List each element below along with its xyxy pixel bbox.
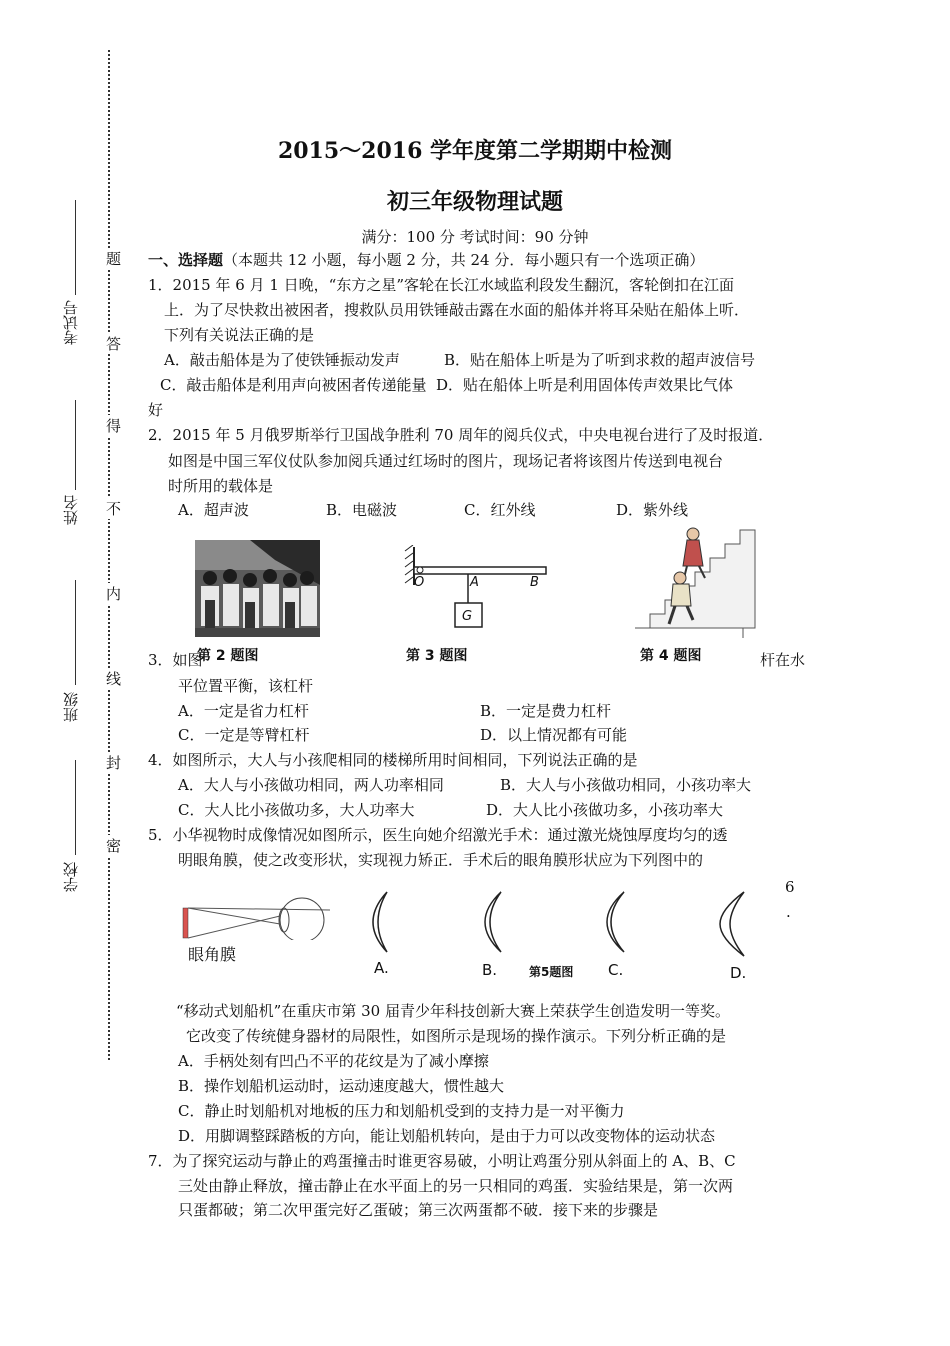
q2-line: 如图是中国三军仪仗队参加阅兵通过红场时的图片，现场记者将该图片传送到电视台	[168, 452, 724, 470]
seal-char: 封	[106, 754, 122, 772]
seal-char: 线	[106, 670, 122, 688]
figure-5-caption: 第5题图	[529, 965, 574, 979]
exam-meta: 满分：100 分 考试时间：90 分钟	[361, 228, 589, 246]
lens-shape-a	[355, 890, 395, 955]
q1-option-d: D．贴在船体上听是利用固体传声效果比气体	[436, 376, 734, 394]
lens-shape-c	[590, 890, 630, 955]
lens-option-c: C.	[608, 961, 624, 979]
q4-option-c: C．大人比小孩做功多，大人功率大	[178, 801, 415, 819]
q4-option-a: A．大人与小孩做功相同，两人功率相同	[178, 776, 444, 794]
side-dot: .	[786, 903, 791, 921]
q2-line: 2．2015 年 5 月俄罗斯举行卫国战争胜利 70 周年的阅兵仪式，中央电视台进行了及时报道．	[148, 426, 774, 444]
class-label: 班级	[62, 692, 80, 722]
school-label: 学校	[62, 862, 80, 892]
q2-option-a: A．超声波	[178, 501, 249, 519]
q7-line: 只蛋都破；第二次甲蛋完好乙蛋破；第三次两蛋都不破．接下来的步骤是	[178, 1201, 659, 1219]
q2-option-b: B．电磁波	[326, 501, 398, 519]
lens-shape-d	[712, 890, 752, 960]
seal-char: 题	[106, 250, 122, 268]
q1-line: 下列有关说法正确的是	[164, 326, 315, 344]
q6-option-d: D．用脚调整踩踏板的方向，能让划船机转向，是由于力可以改变物体的运动状态	[178, 1127, 716, 1145]
q6-option-b: B．操作划船机运动时，运动速度越大，惯性越大	[178, 1077, 505, 1095]
q3-line-start: 3．如图	[148, 651, 203, 669]
q2-option-d: D．紫外线	[616, 501, 689, 519]
parade-photo	[195, 540, 320, 637]
q1-line: 1．2015 年 6 月 1 日晚，“东方之星”客轮在长江水域监利段发生翻沉，客轮倒扣在江面	[148, 276, 734, 294]
lever-point-o: O	[414, 575, 425, 590]
q4-option-b: B．大人与小孩做功相同，小孩功率大	[500, 776, 752, 794]
lens-option-d: D.	[730, 964, 747, 982]
q3-option-d: D．以上情况都有可能	[480, 726, 628, 744]
q1-option-b: B．贴在船体上听是为了听到求救的超声波信号	[444, 351, 756, 369]
q3-option-c: C．一定是等臂杠杆	[178, 726, 310, 744]
stairs-illustration	[635, 520, 760, 638]
q7-line: 三处由静止释放，撞击静止在水平面上的另一只相同的鸡蛋．实验结果是，第一次两	[178, 1177, 734, 1195]
side-number: 6	[785, 878, 795, 896]
q1-option-a: A．敲击船体是为了使铁锤振动发声	[164, 351, 400, 369]
exam-number-label: 考试号	[62, 300, 80, 345]
lens-option-b: B.	[482, 961, 498, 979]
q4-line: 4．如图所示，大人与小孩爬相同的楼梯所用时间相同，下列说法正确的是	[148, 751, 638, 769]
figure-4-caption: 第 4 题图	[640, 648, 702, 664]
q4-option-d: D．大人比小孩做功多，小孩功率大	[486, 801, 724, 819]
q1-option-c: C．敲击船体是利用声向被困者传递能量	[160, 376, 427, 394]
name-blank	[75, 400, 76, 490]
q6-line: “移动式划船机”在重庆市第 30 届青少年科技创新大赛上荣获学生创造发明一等奖。	[176, 1002, 730, 1020]
q3-option-b: B．一定是费力杠杆	[480, 702, 612, 720]
q6-option-a: A．手柄处刻有凹凸不平的花纹是为了减小摩擦	[178, 1052, 489, 1070]
q3-line: 平位置平衡，该杠杆	[178, 677, 314, 695]
q5-line: 5．小华视物时成像情况如图所示，医生向她介绍激光手术：通过激光烧蚀厚度均匀的透	[148, 826, 728, 844]
lever-point-b: B	[530, 575, 539, 590]
lever-weight-g: G	[462, 609, 473, 624]
school-blank	[75, 760, 76, 855]
q3-line-end: 杆在水	[760, 651, 806, 669]
class-blank	[75, 580, 76, 685]
q5-line: 明眼角膜，使之改变形状，实现视力矫正．手术后的眼角膜形状应为下列图中的	[178, 851, 704, 869]
q7-line: 7．为了探究运动与静止的鸡蛋撞击时谁更容易破，小明让鸡蛋分别从斜面上的 A、B、C	[148, 1152, 736, 1170]
lens-option-a: A.	[374, 959, 389, 977]
lever-point-a: A	[470, 575, 479, 590]
lens-shape-b	[467, 890, 507, 955]
seal-char: 答	[106, 335, 122, 353]
eye-cornea-label: 眼角膜	[188, 945, 237, 964]
q3-option-a: A．一定是省力杠杆	[178, 702, 309, 720]
seal-char: 内	[106, 585, 122, 603]
name-label: 姓名	[62, 495, 80, 525]
figure-3-caption: 第 3 题图	[406, 648, 468, 664]
seal-char: 不	[106, 500, 122, 518]
figure-2-caption: 第 2 题图	[197, 648, 259, 664]
page-title: 2015～2016 学年度第二学期期中检测	[277, 138, 673, 164]
eye-diagram	[180, 880, 340, 940]
page-subtitle: 初三年级物理试题	[386, 189, 563, 215]
q2-option-c: C．红外线	[464, 501, 536, 519]
section-heading: 一、选择题（本题共 12 小题，每小题 2 分，共 24 分．每小题只有一个选项正确）	[148, 251, 705, 269]
q1-option-d-cont: 好	[148, 401, 164, 419]
q2-line: 时所用的载体是	[168, 477, 274, 495]
q1-line: 上．为了尽快救出被困者，搜救队员用铁锤敲击露在水面的船体并将耳朵贴在船体上听．	[164, 301, 750, 319]
q6-option-c: C．静止时划船机对地板的压力和划船机受到的支持力是一对平衡力	[178, 1102, 625, 1120]
seal-char: 得	[106, 417, 122, 435]
seal-char: 密	[106, 837, 122, 855]
q6-line: 它改变了传统健身器材的局限性，如图所示是现场的操作演示。下列分析正确的是	[186, 1027, 727, 1045]
